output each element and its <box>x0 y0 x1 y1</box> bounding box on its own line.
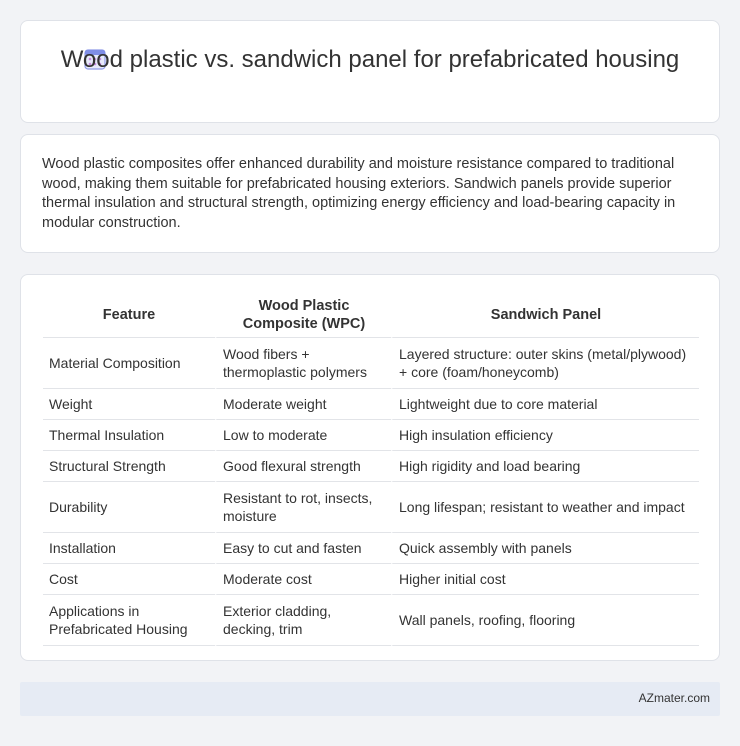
feature-cell: Installation <box>43 533 215 564</box>
header-wpc: Wood Plastic Composite (WPC) <box>215 293 391 338</box>
summary-text: Wood plastic composites offer enhanced durability and moisture resistance compared to traditional wood, making them suitable for prefabricated housing exteriors. Sandwich panels provide superior thermal insulation and structural strength, optimizing energy efficiency and load-bearing capacity in modular construction. <box>42 156 676 231</box>
wpc-cell: Low to moderate <box>215 420 391 451</box>
table-row <box>43 389 699 420</box>
page-title: Wood plastic vs. sandwich panel for prefabricated housing <box>60 46 680 73</box>
feature-cell: Thermal Insulation <box>43 420 215 451</box>
wpc-cell: Moderate weight <box>215 389 391 420</box>
wpc-cell: Wood fibers + thermoplastic polymers <box>215 338 391 389</box>
wpc-cell: Easy to cut and fasten <box>215 533 391 564</box>
footer-bar <box>20 682 720 716</box>
table-row <box>43 564 699 595</box>
wpc-cell: Moderate cost <box>215 564 391 595</box>
footer-site-label: AZmater.com <box>638 691 710 705</box>
feature-cell: Cost <box>43 564 215 595</box>
sandwich-cell: Lightweight due to core material <box>391 389 699 420</box>
header-sandwich-panel: Sandwich Panel <box>391 293 699 338</box>
table-row <box>43 451 699 482</box>
feature-cell: Structural Strength <box>43 451 215 482</box>
sandwich-cell: Quick assembly with panels <box>391 533 699 564</box>
table-row <box>43 338 699 389</box>
wpc-cell: Resistant to rot, insects, moisture <box>215 482 391 533</box>
table-row <box>43 533 699 564</box>
feature-cell: Durability <box>43 482 215 533</box>
table-header-row <box>43 293 699 338</box>
comparison-table <box>43 293 699 646</box>
wpc-cell: Exterior cladding, decking, trim <box>215 595 391 646</box>
sandwich-cell: Long lifespan; resistant to weather and impact <box>391 482 699 533</box>
header-feature: Feature <box>43 293 215 338</box>
summary-card <box>20 134 720 253</box>
table-row <box>43 595 699 646</box>
comparison-card <box>20 274 720 661</box>
sandwich-cell: Layered structure: outer skins (metal/plywood) + core (foam/honeycomb) <box>391 338 699 389</box>
feature-cell: Weight <box>43 389 215 420</box>
sandwich-cell: High rigidity and load bearing <box>391 451 699 482</box>
wpc-cell: Good flexural strength <box>215 451 391 482</box>
sandwich-cell: Higher initial cost <box>391 564 699 595</box>
table-row <box>43 482 699 533</box>
feature-cell: Material Composition <box>43 338 215 389</box>
table-row <box>43 420 699 451</box>
title-card <box>20 20 720 123</box>
sandwich-cell: Wall panels, roofing, flooring <box>391 595 699 646</box>
feature-cell: Applications in Prefabricated Housing <box>43 595 215 646</box>
sandwich-cell: High insulation efficiency <box>391 420 699 451</box>
